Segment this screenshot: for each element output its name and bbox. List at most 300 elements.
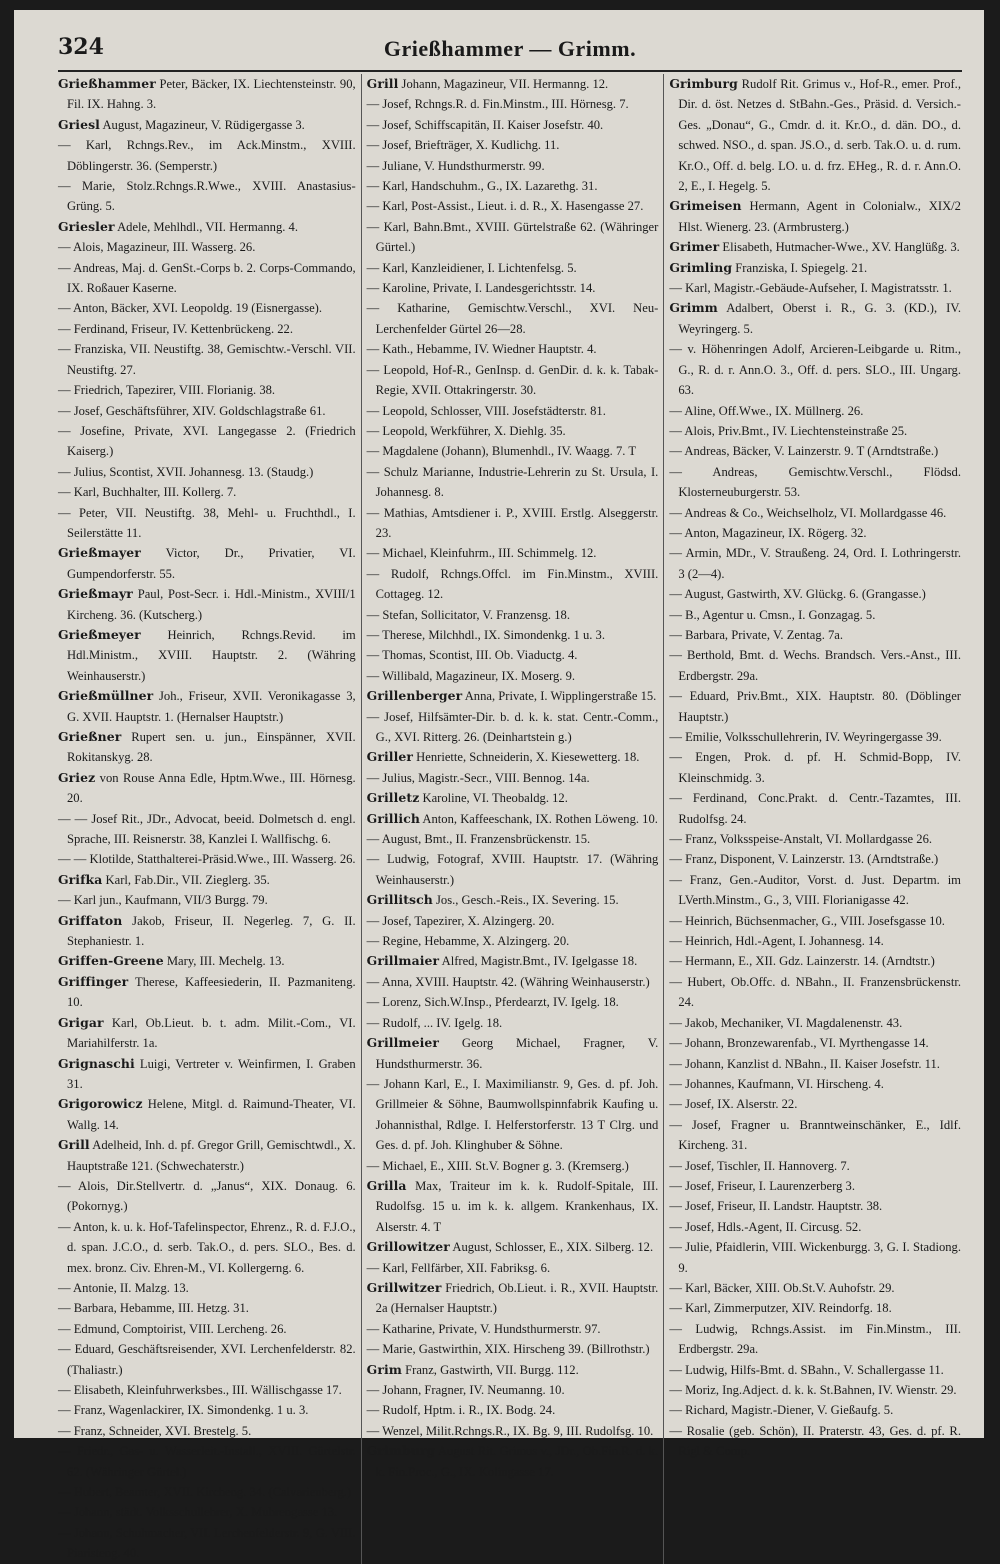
entry-details: — Michael, Kleinfuhrm., III. Schimmelg. 12.	[366, 546, 597, 561]
entry-details: — Ferdinand, Conc.Prakt. d. Centr.-Tazamtes, III. Rudolfsg. 24.	[669, 791, 961, 826]
directory-entry	[367, 441, 659, 461]
directory-entry	[58, 686, 356, 727]
entry-details: August, Schlosser, E., XIX. Silberg. 12.	[449, 1240, 654, 1255]
directory-entry	[367, 1360, 659, 1380]
entry-surname: Griller	[366, 749, 413, 765]
entry-details: Henriette, Schneiderin, X. Kiesewetterg. 18.	[413, 750, 640, 765]
directory-entry	[58, 217, 356, 237]
entry-details: — Thomas, Scontist, III. Ob. Viaductg. 4.	[366, 648, 578, 663]
entry-details: Victor, Dr., Privatier, VI. Gumpendorferstr. 55.	[67, 546, 356, 581]
directory-entry	[58, 319, 356, 339]
entry-details: — Rudolf, ... IV. Igelg. 18.	[366, 1015, 503, 1030]
running-title: Grießhammer — Grimm.	[383, 36, 637, 61]
directory-entry	[669, 401, 961, 421]
entry-surname: Grießhammer	[58, 76, 156, 91]
directory-entry	[367, 1156, 659, 1176]
entry-details: — Karl, Post-Assist., Lieut. i. d. R., X. Hasengasse 27.	[366, 199, 644, 214]
entry-details: — Karoline, Private, I. Landesgerichtsstr. 14.	[366, 281, 596, 296]
entry-details: — Barbara, Private, V. Zentag. 7a.	[669, 627, 844, 642]
entry-details: — Rosalie (geb. Schön), II. Praterstr. 43, Ges. d. pf. R. Rigl & Comp.	[669, 1423, 961, 1459]
entry-details: — Berthold, Bmt. d. Wechs. Brandsch. Vers.-Anst., III. Erdbergstr. 29a.	[669, 648, 961, 683]
directory-entry	[367, 278, 659, 298]
directory-entry	[669, 584, 961, 604]
entry-details: Jos., Gesch.-Reis., IX. Severing. 15.	[432, 893, 619, 908]
entry-details: Franziska, I. Spiegelg. 21.	[732, 260, 868, 275]
entry-details: — Johann, Bronzewarenfab., VI. Myrthengasse 14.	[669, 1036, 929, 1051]
entry-details: — Rudolf, Hptm. i. R., IX. Bodg. 24.	[366, 1403, 556, 1418]
directory-entry	[58, 1482, 356, 1502]
directory-entry	[58, 1380, 356, 1400]
directory-entry	[367, 931, 659, 951]
entry-details: — Stefan, Sollicitator, V. Franzensg. 18.	[366, 607, 570, 622]
entry-details: — Franziska, VII. Neustiftg. 38, Gemischtw.-Verschl. VII. Neustiftg. 27.	[58, 342, 356, 377]
directory-entry	[367, 686, 659, 706]
directory-entry	[367, 1441, 659, 1482]
directory-entry	[367, 1176, 659, 1237]
directory-entry	[669, 1033, 961, 1053]
directory-entry	[367, 972, 659, 992]
entry-details: — Jakob, Mechaniker, VI. Magdalenenstr. 43.	[669, 1015, 903, 1030]
directory-entry	[58, 911, 356, 952]
directory-entry	[58, 727, 356, 768]
entry-details: — Josefine, Private, XVI. Langegasse 2. (Friedrich Kaiserg.)	[58, 423, 356, 459]
directory-entry	[58, 849, 356, 869]
directory-entry	[367, 1380, 659, 1400]
entry-details: — Hubert, Ob.Offc. d. NBahn., II. Franzensbrückenstr. 24.	[669, 974, 961, 1010]
directory-entry	[367, 1074, 659, 1156]
entry-details: — Juliane, V. Hundsthurmerstr. 99.	[366, 158, 545, 173]
directory-entry	[669, 1176, 961, 1196]
entry-surname: Grießmeyer	[58, 626, 141, 642]
directory-entry	[669, 278, 961, 298]
directory-entry	[669, 727, 961, 747]
entry-details: Rudolf Rit. Grimus v., Hof-R., emer. Prof., Dir. d. öst. Netzes d. StBahn.-Ges., Präsid. d. Versich.-Ges. „Donau“, G., Cmdr. d. it. Kr.O., d. dän. DO., d. schwed. NSO., d. span. JS.O., d. serb. Tak.O. u. d. rum. Kr.O., Off. d. belg. LO. u. d. frz. EHeg., R. d. r. Ann.O. 2, E., I. Hegelg. 5.	[678, 77, 961, 194]
directory-entry	[367, 768, 659, 788]
directory-entry	[669, 1115, 961, 1156]
directory-entry	[58, 951, 356, 971]
directory-entry	[58, 890, 356, 910]
entry-details: — Ludwig, Hilfs-Bmt. d. SBahn., V. Schallergasse 11.	[669, 1362, 944, 1377]
entry-surname: Grilla	[366, 1177, 407, 1193]
directory-entry	[367, 1013, 659, 1033]
entry-details: Paul, Post-Secr. i. Hdl.-Ministm., XVIII/1 Kircheng. 36. (Kutscherg.)	[67, 587, 356, 622]
entry-details: — Karl, Bäcker, XIII. Ob.St.V. Auhofstr. 29.	[669, 1280, 895, 1295]
entry-surname: Grigar	[58, 1014, 104, 1030]
directory-entry	[58, 1421, 356, 1441]
directory-entry	[669, 421, 961, 441]
directory-entry	[669, 829, 961, 849]
entry-details: — Josef, Hilfsämter-Dir. b. d. k. k. stat. Centr.-Comm., G., XVI. Ritterg. 26. (Deinhartstein g.)	[366, 709, 659, 744]
directory-entry	[58, 115, 356, 135]
directory-entry	[58, 543, 356, 584]
entry-details: Friedrich, Ob.Lieut. i. R., XVII. Hauptstr. 2a (Hernalser Hauptstr.)	[375, 1280, 659, 1316]
directory-entry	[367, 849, 659, 890]
entry-details: — Johann, städt. Volksschullehrer, X. Muhrengasse 13.	[58, 1505, 338, 1520]
entry-details: Karl, Ob.Lieut. b. t. adm. Milit.-Com., VI. Mariahilferstr. 1a.	[67, 1015, 356, 1051]
entry-details: Adalbert, Oberst i. R., G. 3. (KD.), IV. Weyringerg. 5.	[678, 301, 961, 336]
directory-entry	[58, 625, 356, 686]
entry-details: — Edmund, Comptoirist, VIII. Lercheng. 26.	[58, 1321, 287, 1336]
entry-details: Karoline, VI. Theobaldg. 12.	[419, 791, 568, 806]
entry-details: — Karl, Buchhalter, III. Kollerg. 7.	[58, 485, 237, 500]
page-number: 324	[58, 34, 104, 60]
directory-entry	[367, 645, 659, 665]
entry-details: Therese, Kaffeesiederin, II. Pazmaniteng. 10.	[67, 974, 356, 1010]
entry-details: — Lorenz, Sich.W.Insp., Pferdearzt, IV. Igelg. 18.	[366, 995, 619, 1010]
directory-entry	[58, 870, 356, 890]
directory-entry	[367, 298, 659, 339]
entry-surname: Grießner	[58, 729, 122, 744]
entry-details: Luigi, Vertreter v. Weinfirmen, I. Graben 31.	[67, 1056, 356, 1091]
directory-entry	[367, 135, 659, 155]
entry-details: Adelheid, Inh. d. pf. Gregor Grill, Gemischtwdl., X. Hauptstraße 121. (Schwechaterstr.)	[67, 1138, 356, 1173]
directory-entry	[367, 1237, 659, 1257]
directory-entry	[669, 237, 961, 257]
entry-details: — Johann, Schuhmacher, VII. Lerchenfelderstr. 9, G. VIII. Piaristeng. 40.	[58, 1525, 356, 1561]
entry-details: — Franz, Disponent, V. Lainzerstr. 13. (Arndtstraße.)	[669, 852, 939, 867]
directory-entry	[58, 176, 356, 217]
entry-details: Hermann, Agent in Colonialw., XIX/2 Hlst. Wienerg. 23. (Armbrusterg.)	[678, 199, 961, 234]
directory-entry	[367, 747, 659, 767]
directory-entry	[58, 1339, 356, 1380]
entry-surname: Grifka	[58, 871, 103, 887]
entry-details: — Josef, Geschäftsführer, XIV. Goldschlagstraße 61.	[58, 403, 326, 418]
entry-details: Heinrich, Rchngs.Revid. im Hdl.Ministm., XVIII. Hauptstr. 2. (Währing Weinhauserstr.)	[67, 627, 356, 683]
entry-details: — Karl, Magistr.-Gebäude-Aufseher, I. Magistratsstr. 1.	[669, 281, 952, 296]
entry-details: — Karl jun., Kaufmann, VII/3 Burgg. 79.	[58, 893, 268, 908]
directory-entry	[367, 401, 659, 421]
entry-details: — Julius, Scontist, XVII. Johannesg. 13. (Staudg.)	[58, 464, 314, 479]
entry-details: — Michael, E., XIII. St.V. Bogner g. 3. (Kremserg.)	[366, 1158, 629, 1173]
entry-details: von Rouse Anna Edle, Hptm.Wwe., III. Hörnesg. 20.	[67, 770, 356, 806]
directory-entry	[367, 1258, 659, 1278]
directory-entry	[669, 74, 961, 196]
entry-surname: Griffaton	[58, 912, 123, 928]
directory-entry	[669, 747, 961, 788]
entry-details: — Karl, Fellfärber, XII. Fabriksg. 6.	[366, 1260, 551, 1275]
entry-details: — Josef, Tischler, II. Hannoverg. 7.	[669, 1158, 850, 1173]
entry-details: — Andreas, Gemischtw.Verschl., Flödsd. Klosterneuburgerstr. 53.	[669, 464, 961, 500]
directory-entry	[669, 931, 961, 951]
directory-entry	[58, 339, 356, 380]
entry-surname: Grillmaier	[366, 953, 440, 969]
directory-entry	[58, 1217, 356, 1278]
entry-details: Anton, Kaffeeschank, IX. Rothen Löweng. 10.	[419, 811, 658, 826]
directory-entry	[669, 1400, 961, 1420]
entry-details: — Friedrich, Tapezirer, VIII. Florianig. 38.	[58, 383, 276, 398]
entry-details: Peter, Bäcker, IX. Liechtensteinstr. 90, Fil. IX. Hahng. 3.	[67, 77, 356, 112]
directory-entry	[367, 564, 659, 605]
directory-entry	[669, 339, 961, 400]
directory-entry	[669, 686, 961, 727]
entry-details: — Andreas, Bäcker, V. Lainzerstr. 9. T (Arndtstraße.)	[669, 444, 939, 459]
entry-details: — Karl, Handschuhm., G., IX. Lazarethg. 31.	[366, 179, 598, 194]
entry-details: — Karl, Zimmerputzer, XIV. Reindorfg. 18.	[669, 1301, 892, 1316]
entry-surname: Grießmayer	[58, 545, 141, 561]
entry-surname: Grill	[366, 76, 399, 91]
entry-details: — Andreas, Maj. d. GenSt.-Corps b. 2. Corps-Commando, IX. Roßauer Kaserne.	[58, 260, 356, 296]
entry-details: — Josef, Rchngs.R. d. Fin.Minstm., III. Hörnesg. 7.	[366, 97, 629, 112]
directory-entry	[669, 441, 961, 461]
entry-details: — Anna, XVIII. Hauptstr. 42. (Währing Weinhauserstr.)	[366, 974, 650, 989]
entry-details: — Julie, Pfaidlerin, VIII. Wickenburgg. 3, G. I. Stadiong. 9.	[669, 1240, 961, 1275]
entry-details: — Antonie, II. Malzg. 13.	[58, 1280, 189, 1295]
entry-details: — Aline, Off.Wwe., IX. Müllnerg. 26.	[669, 403, 864, 418]
directory-entry	[58, 401, 356, 421]
directory-entry	[367, 666, 659, 686]
directory-entry	[669, 870, 961, 911]
directory-entry	[669, 605, 961, 625]
entry-surname: Griffinger	[58, 973, 129, 989]
entry-details: — Ludwig, Rchngs.Assist. im Fin.Minstm., III. Erdbergstr. 29a.	[669, 1321, 961, 1357]
entry-details: — Josef, Fragner u. Branntweinschänker, E., Idlf. Kircheng. 31.	[669, 1117, 961, 1153]
entry-details: — — Josef Rit., JDr., Advocat, beeid. Dolmetsch d. engl. Sprache, III. Reisnerstr. 38, Kanzlei I. Wallfischg. 6.	[58, 811, 356, 847]
directory-entry	[669, 1278, 961, 1298]
entry-details: — Ferdinand, Friseur, IV. Kettenbrückeng. 22.	[58, 321, 294, 336]
column-1	[58, 74, 361, 1564]
directory-entry	[669, 849, 961, 869]
entry-surname: Grimm	[669, 300, 718, 316]
entry-details: — Anton, Bäcker, XVI. Leopoldg. 19 (Eisnergasse).	[58, 301, 323, 316]
entry-surname: Grillowitzer	[366, 1239, 450, 1255]
entry-details: — Wenzel, Milit.Rchngs.R., IX. Bg. 9, III. Rudolfsg. 10.	[366, 1423, 654, 1438]
directory-entry	[367, 707, 659, 748]
entry-surname: Griez	[58, 769, 96, 785]
directory-entry	[669, 1237, 961, 1278]
entry-details: — August, Bmt., II. Franzensbrückenstr. 15.	[366, 832, 591, 847]
directory-entry	[58, 380, 356, 400]
entry-surname: Grillich	[366, 810, 420, 826]
entry-details: — Johann, Kanzlist d. NBahn., II. Kaiser Josefstr. 11.	[669, 1056, 940, 1071]
entry-details: — Franz, Schneider, XVI. Brestelg. 5.	[58, 1423, 252, 1438]
directory-entry	[669, 523, 961, 543]
entry-details: — Karl, Bahn.Bmt., XVIII. Gürtelstraße 62. (Währinger Gürtel.)	[366, 219, 659, 255]
entry-details: August, Magazineur, V. Rüdigergasse 3.	[99, 117, 305, 132]
entry-details: — August, Gastwirth, XV. Glückg. 6. (Grangasse.)	[669, 587, 926, 602]
directory-entry	[367, 360, 659, 401]
entry-surname: Grießmayr	[58, 586, 133, 602]
directory-entry	[367, 258, 659, 278]
entry-surname: Grim	[366, 1361, 402, 1377]
directory-entry	[367, 829, 659, 849]
entry-details: — Richard, Magistr.-Diener, V. Gießaufg. 5.	[669, 1403, 894, 1418]
entry-details: — Josef, Tapezirer, X. Alzingerg. 20.	[366, 913, 555, 928]
entry-details: — Hermann, E., XII. Gdz. Lainzerstr. 14. (Arndtstr.)	[669, 954, 935, 969]
directory-entry	[669, 1319, 961, 1360]
entry-details: Joh., Friseur, XVII. Veronikagasse 3, G. XVII. Hauptstr. 1. (Hernalser Hauptstr.)	[67, 689, 356, 724]
entry-surname: Grillitsch	[366, 892, 433, 908]
directory-entry	[669, 1013, 961, 1033]
directory-entry	[367, 911, 659, 931]
entry-surname: Griffen-Greene	[58, 953, 164, 969]
entry-details: — Josef, IX. Alserstr. 22.	[669, 1097, 798, 1112]
column-3	[663, 74, 966, 1564]
directory-entry	[58, 482, 356, 502]
entry-details: — — Klotilde, Statthalterei-Präsid.Wwe., III. Wasserg. 26.	[58, 852, 356, 867]
entry-details: — Alois, Magazineur, III. Wasserg. 26.	[58, 240, 256, 255]
entry-details: — Josef, Friseur, II. Landstr. Hauptstr. 38.	[669, 1199, 883, 1214]
entry-details: — Mathias, Amtsdiener i. P., XVIII. Erstlg. Alseggerstr. 23.	[366, 505, 659, 540]
directory-entry	[367, 951, 659, 971]
entry-details: — Karl, Kanzleidiener, I. Lichtenfelsg. 5.	[366, 260, 577, 275]
directory-entry	[367, 115, 659, 135]
entry-details: — Ludwig, Fotograf, XVIII. Hauptstr. 17. (Währing Weinhauserstr.)	[366, 852, 659, 887]
entry-details: Georg Michael, Fragner, V. Hundsthurmerstr. 36.	[375, 1036, 659, 1071]
entry-details: — Franz, Volksspeise-Anstalt, VI. Mollardgasse 26.	[669, 832, 933, 847]
directory-entry	[58, 1400, 356, 1420]
directory-entry	[367, 1400, 659, 1420]
directory-entry	[58, 421, 356, 462]
entry-details: — Elisabeth, Kleinfuhrwerksbes., III. Wällischgasse 17.	[58, 1383, 342, 1397]
entry-details: — Julius, Magistr.-Secr., VIII. Bennog. 14a.	[366, 770, 590, 785]
directory-entry	[58, 1094, 356, 1135]
entry-details: — Leopold, Schlosser, VIII. Josefstädterstr. 81.	[366, 403, 606, 418]
entry-surname: Grimburg	[366, 1443, 436, 1459]
directory-entry	[58, 74, 356, 115]
directory-entry	[58, 1176, 356, 1217]
entry-details: — Franz, Gen.-Auditor, Vorst. d. Just. Departm. im LVerth.Minstm., G., 3, VIII. Florianigasse 42.	[669, 872, 961, 908]
entry-details: August Rit. Grimus v., JDr., Ob.Fin.R. d. k. k. Fin.Proc., G., IX. Kolingasse 17.	[375, 1444, 659, 1479]
directory-entry	[367, 543, 659, 563]
directory-entry	[367, 74, 659, 94]
entry-details: — Anton, k. u. k. Hof-Tafelinspector, Ehrenz., R. d. F.J.O., d. span. J.C.O., d. serb. Tak.O., d. pers. SLO., Bes. d. mex. bronz. Civ. Ehren-M., VI. Kollergerng. 6.	[58, 1219, 356, 1275]
entry-surname: Grillmeier	[366, 1035, 439, 1051]
entry-details: — Josef, Hdls.-Agent, II. Circusg. 52.	[669, 1219, 862, 1234]
entry-details: Anna, Private, I. Wipplingerstraße 15.	[462, 689, 657, 704]
directory-entry	[58, 237, 356, 257]
directory-entry	[669, 1360, 961, 1380]
entry-details: Adele, Mehlhdl., VII. Hermanng. 4.	[114, 219, 298, 234]
directory-entry	[669, 1298, 961, 1318]
entry-details: — Leopold, Werkführer, X. Diehlg. 35.	[366, 423, 566, 438]
entry-details: — Alois, Dir.Stellvertr. d. „Janus“, XIX. Donaug. 6. (Pokornyg.)	[58, 1178, 356, 1214]
entry-details: — Eduard, Geschäftsreisender, XVI. Lerchenfelderstr. 82. (Thaliastr.)	[58, 1342, 356, 1377]
directory-entry	[367, 176, 659, 196]
entry-details: — Heinrich, Büchsenmacher, G., VIII. Josefsgasse 10.	[669, 913, 945, 928]
directory-entry	[669, 645, 961, 686]
directory-entry	[367, 196, 659, 216]
entry-surname: Grillenberger	[366, 688, 463, 704]
entry-details: Alfred, Magistr.Bmt., IV. Igelgasse 18.	[439, 954, 638, 969]
entry-details: Elisabeth, Hutmacher-Wwe., XV. Hanglüßg. 3.	[719, 240, 960, 255]
directory-entry	[669, 258, 961, 278]
entry-details: — B., Agentur u. Cmsn., I. Gonzagag. 5.	[669, 607, 876, 622]
directory-entry	[58, 1013, 356, 1054]
directory-entry	[367, 339, 659, 359]
directory-entry	[367, 1278, 659, 1319]
directory-entry	[669, 298, 961, 339]
entry-details: — Regine, Hebamme, X. Alzingerg. 20.	[366, 934, 570, 949]
entry-surname: Grimer	[669, 239, 720, 255]
directory-entry	[367, 156, 659, 176]
entry-surname: Grimeisen	[669, 198, 742, 214]
entry-surname: Grillwitzer	[366, 1279, 442, 1295]
entry-details: — Marie, Gastwirthin, XIX. Hirscheng 39. (Billrothstr.)	[366, 1342, 650, 1357]
entry-details: — Emilie, Volksschullehrerin, IV. Weyringergasse 39.	[669, 730, 942, 744]
entry-details: — Moriz, Ing.Adject. d. k. k. St.Bahnen, IV. Wienstr. 29.	[669, 1383, 957, 1397]
directory-entry	[367, 217, 659, 258]
directory-entry	[58, 768, 356, 809]
entry-details: Jakob, Friseur, II. Negerleg. 7, G. II. Stephaniestr. 1.	[67, 913, 356, 949]
directory-entry	[58, 1278, 356, 1298]
entry-surname: Grießmüllner	[58, 688, 154, 704]
entry-details: — Peter, VII. Neustiftg. 38, Mehl- u. Fruchthdl., I. Seilerstätte 11.	[58, 505, 356, 540]
directory-entry	[367, 809, 659, 829]
directory-entry	[58, 258, 356, 299]
entry-details: — Karl, Rchngs.Rev., im Ack.Minstm., XVIII. Döblingerstr. 36. (Semperstr.)	[58, 138, 356, 173]
entry-details: — Magdalene (Johann), Blumenhdl., IV. Waagg. 7. T	[366, 444, 637, 459]
directory-entry	[58, 462, 356, 482]
directory-entry	[669, 1054, 961, 1074]
entry-details: — Eduard, Priv.Bmt., XIX. Hauptstr. 80. (Döblinger Hauptstr.)	[669, 689, 961, 724]
directory-entry	[669, 1094, 961, 1114]
directory-entry	[58, 135, 356, 176]
entry-surname: Grigorowicz	[58, 1096, 143, 1112]
entry-details: — Josef, Schiffscapitän, II. Kaiser Josefstr. 40.	[366, 117, 604, 132]
entry-surname: Griesler	[58, 218, 115, 234]
directory-entry	[58, 1441, 356, 1482]
entry-details: — Marie, Stolz.Rchngs.R.Wwe., XVIII. Anastasius-Grüng. 5.	[58, 179, 356, 214]
directory-entry	[367, 890, 659, 910]
directory-entry	[669, 625, 961, 645]
directory-entry	[669, 196, 961, 237]
entry-details: — Armin, MDr., V. Straußeng. 24, Ord. I. Lothringerstr. 3 (2—4).	[669, 546, 961, 581]
entry-details: Rupert sen. u. jun., Einspänner, XVII. Rokitanskyg. 28.	[67, 730, 356, 765]
entry-surname: Grimburg	[669, 76, 738, 91]
entry-details: Karl, Fab.Dir., VII. Zieglerg. 35.	[102, 872, 270, 887]
directory-entry	[367, 421, 659, 441]
entry-surname: Grignaschi	[58, 1055, 135, 1071]
entry-details: — Engen, Prok. d. pf. H. Schmid-Bopp, IV. Kleinschmidg. 3.	[669, 750, 961, 785]
column-2	[361, 74, 664, 1564]
entry-details: — Friedr., Gas- u. Wasserleit.-Install., XVIII. Gürtelstr. 62. (Währinger Gürtel.)	[58, 1444, 356, 1479]
directory-entry	[58, 584, 356, 625]
directory-entry	[669, 1421, 961, 1462]
entry-details: — Franz, Wagenlackirer, IX. Simondenkg. 1 u. 3.	[58, 1403, 309, 1418]
directory-entry	[58, 1319, 356, 1339]
directory-entry	[669, 1074, 961, 1094]
directory-entry	[367, 94, 659, 114]
entry-details: — Leopold, Hof-R., GenInsp. d. GenDir. d. k. k. Tabak-Regie, XVII. Ottakringerstr. 30.	[366, 362, 659, 398]
entry-details: Franz, Gastwirth, VII. Burgg. 112.	[401, 1362, 579, 1377]
entry-details: — Johann, Fragner, IV. Neumanng. 10.	[366, 1383, 565, 1397]
directory-entry	[58, 809, 356, 850]
directory-entry	[367, 462, 659, 503]
entry-details: — Hubert, Beamter, XVII. Kircheng. 34. (Calvarienberg.)	[58, 1485, 352, 1500]
entry-details: Mary, III. Mechelg. 13.	[163, 954, 285, 969]
directory-entry	[669, 911, 961, 931]
entry-details: — Barbara, Hebamme, III. Hetzg. 31.	[58, 1301, 249, 1316]
entry-details: — Josef, Friseur, I. Laurenzerberg 3.	[669, 1178, 855, 1193]
entry-details: — Schulz Marianne, Industrie-Lehrerin zu St. Ursula, I. Johannesg. 8.	[366, 464, 659, 500]
entry-surname: Grimling	[669, 259, 733, 275]
entry-details: — v. Höhenringen Adolf, Arcieren-Leibgarde u. Ritm., G., R. d. r. Ann.O. 3., Off. d. pers. SLO., III. Ungarg. 63.	[669, 342, 961, 398]
directory-entry	[669, 1196, 961, 1216]
directory-entry	[669, 1156, 961, 1176]
directory-entry	[367, 605, 659, 625]
directory-entry	[669, 1380, 961, 1400]
directory-entry	[58, 1502, 356, 1522]
page-header	[58, 32, 962, 72]
directory-entry	[367, 1421, 659, 1441]
directory-entry	[367, 1319, 659, 1339]
directory-entry	[58, 972, 356, 1013]
entry-details: — Alois, Priv.Bmt., IV. Liechtensteinstraße 25.	[669, 423, 908, 438]
directory-entry	[58, 1054, 356, 1095]
entry-details: Max, Traiteur im k. k. Rudolf-Spitale, III. Rudolfsg. 15 u. im k. k. allgem. Krankenhaus, IX. Alserstr. 4. T	[375, 1178, 659, 1234]
directory-page	[14, 10, 984, 1561]
entry-details: — Johannes, Kaufmann, VI. Hirscheng. 4.	[669, 1076, 884, 1091]
